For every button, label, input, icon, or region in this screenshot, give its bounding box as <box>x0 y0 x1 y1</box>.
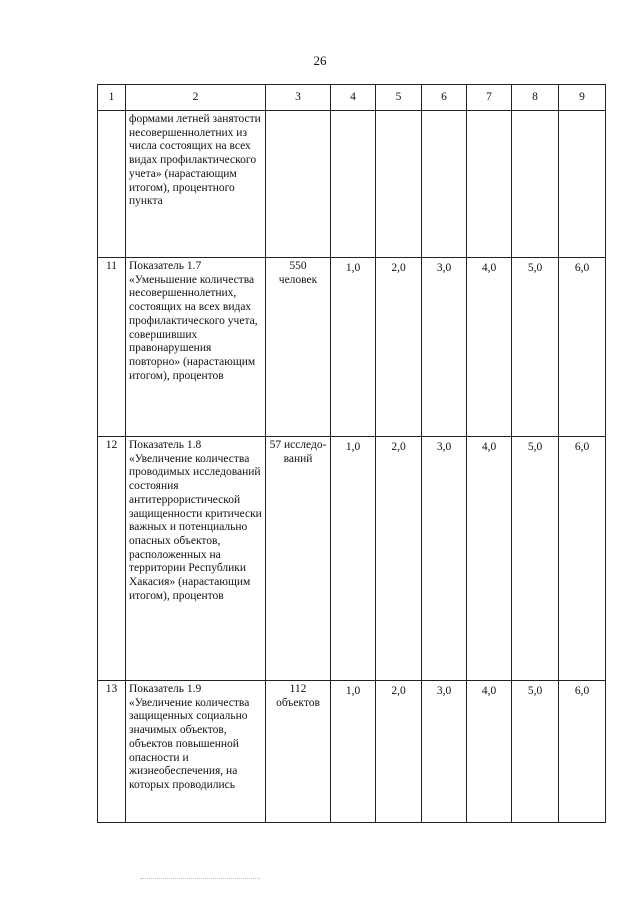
value-cell: 3,0 <box>422 258 467 437</box>
indicator-text: Показатель 1.8 «Увеличение количества проводимых исследований состояния антитеррористической защищенности критически важных и потенциально опасных объектов, расположенных на территории Республики Хакасия» (нарастающим итогом), процентов <box>126 437 266 681</box>
value-cell <box>559 111 606 258</box>
value-cell: 2,0 <box>376 437 422 681</box>
value-cell: 1,0 <box>331 681 376 823</box>
indicator-text: формами летней занятости несовершеннолетних из числа состоящих на всех видах профилактического учета» (нарастающим итогом), процентного пункта <box>126 111 266 258</box>
value-cell: 4,0 <box>467 258 512 437</box>
value-cell <box>467 111 512 258</box>
header-cell: 7 <box>467 85 512 111</box>
base-value <box>266 111 331 258</box>
value-cell <box>422 111 467 258</box>
header-cell: 1 <box>98 85 126 111</box>
indicator-text: Показатель 1.7 «Уменьшение количества несовершеннолетних, состоящих на всех видах профилактического учета, совершивших правонарушения повторно» (нарастающим итогом), процентов <box>126 258 266 437</box>
value-cell: 5,0 <box>512 258 559 437</box>
value-cell: 1,0 <box>331 258 376 437</box>
value-cell <box>331 111 376 258</box>
row-number: 13 <box>98 681 126 823</box>
header-cell: 6 <box>422 85 467 111</box>
table-header-row <box>98 85 606 111</box>
header-cell: 9 <box>559 85 606 111</box>
indicator-table <box>97 84 606 823</box>
scan-artifact <box>140 878 260 880</box>
base-value: 550 человек <box>266 258 331 437</box>
page-number: 26 <box>313 53 327 68</box>
table-row <box>98 111 606 258</box>
value-cell: 4,0 <box>467 681 512 823</box>
header-cell: 5 <box>376 85 422 111</box>
table-row <box>98 681 606 823</box>
table-row <box>98 258 606 437</box>
row-number: 11 <box>98 258 126 437</box>
value-cell: 6,0 <box>559 258 606 437</box>
value-cell: 3,0 <box>422 437 467 681</box>
base-value: 112 объектов <box>266 681 331 823</box>
table-row <box>98 437 606 681</box>
value-cell: 6,0 <box>559 681 606 823</box>
value-cell: 5,0 <box>512 437 559 681</box>
value-cell: 2,0 <box>376 258 422 437</box>
value-cell: 3,0 <box>422 681 467 823</box>
value-cell: 4,0 <box>467 437 512 681</box>
value-cell: 2,0 <box>376 681 422 823</box>
header-cell: 4 <box>331 85 376 111</box>
base-value: 57 исследо-ваний <box>266 437 331 681</box>
row-number: 12 <box>98 437 126 681</box>
header-cell: 8 <box>512 85 559 111</box>
value-cell <box>512 111 559 258</box>
value-cell <box>376 111 422 258</box>
indicator-text: Показатель 1.9 «Увеличение количества защищенных социально значимых объектов, объектов повышенной опасности и жизнеобеспечения, на которых проводились <box>126 681 266 823</box>
header-cell: 2 <box>126 85 266 111</box>
value-cell: 1,0 <box>331 437 376 681</box>
header-cell: 3 <box>266 85 331 111</box>
value-cell: 5,0 <box>512 681 559 823</box>
row-number <box>98 111 126 258</box>
value-cell: 6,0 <box>559 437 606 681</box>
